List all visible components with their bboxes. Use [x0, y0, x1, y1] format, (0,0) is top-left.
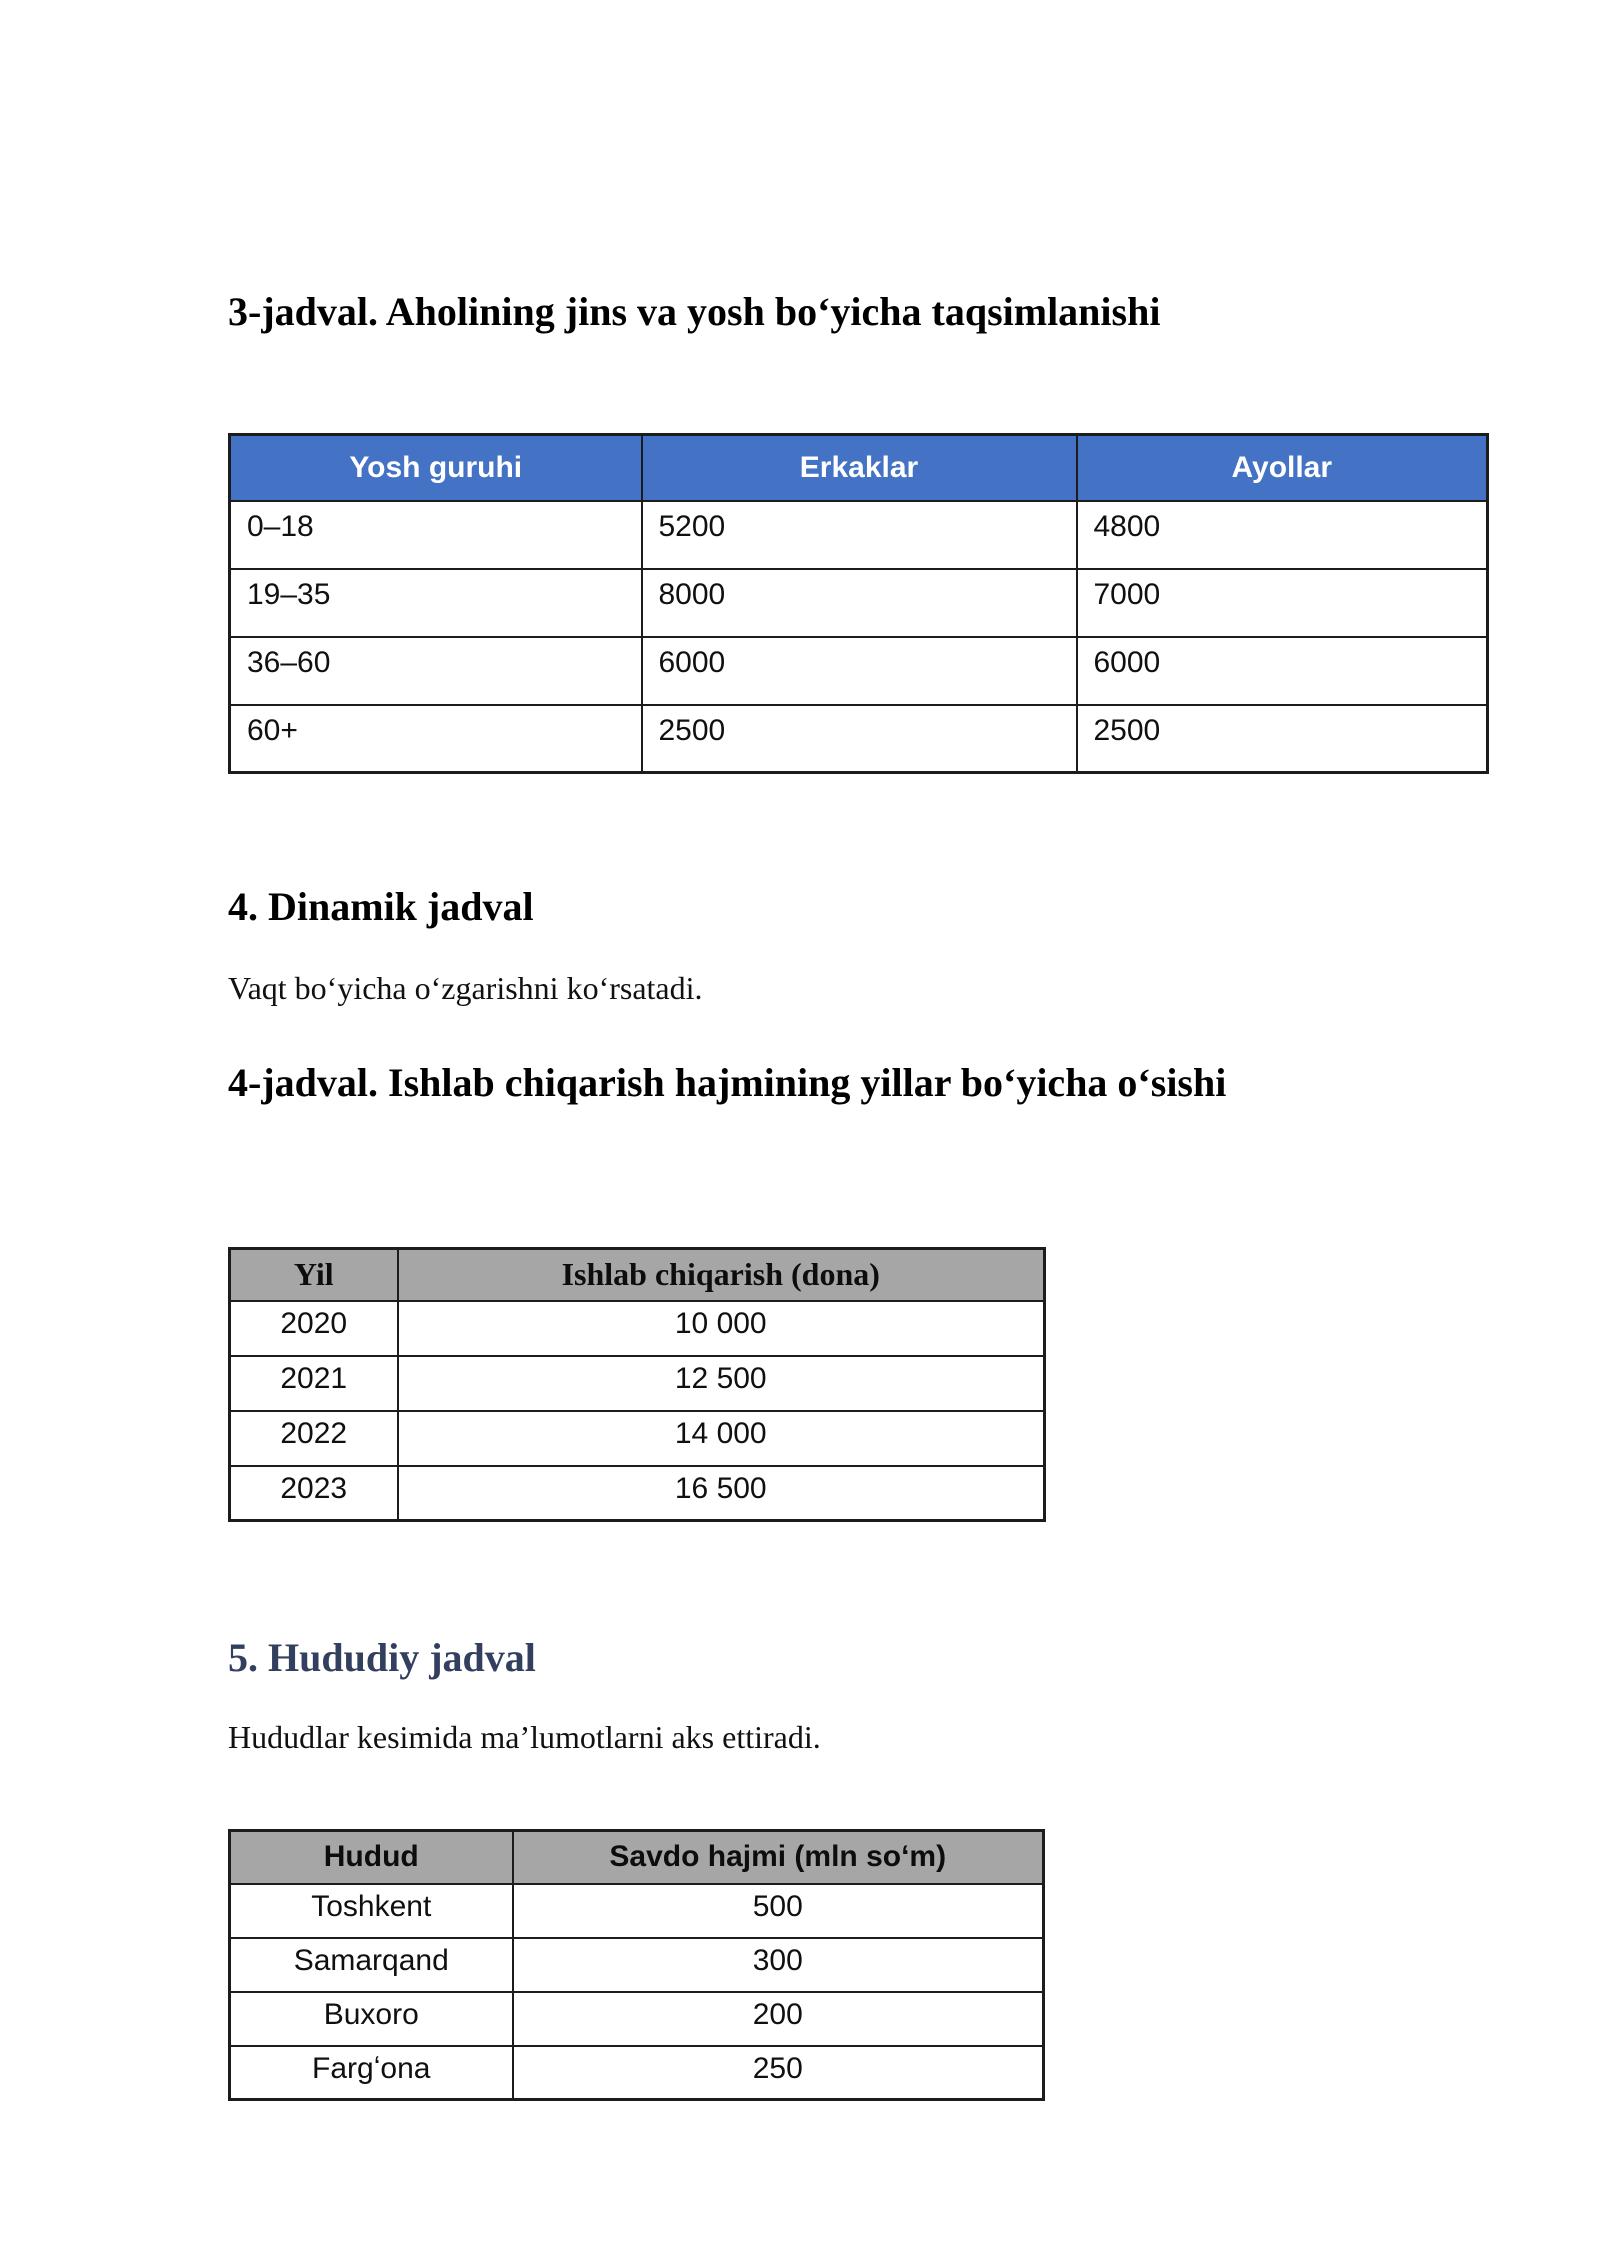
- table-cell: 60+: [230, 705, 642, 773]
- table-cell: 5200: [642, 501, 1077, 569]
- table-row: [230, 1411, 1045, 1466]
- table-cell: Toshkent: [230, 1884, 513, 1938]
- table-header-row: [230, 435, 1488, 501]
- table-cell: 36–60: [230, 637, 642, 705]
- table-cell: 7000: [1077, 569, 1488, 637]
- table-cell: 2022: [230, 1411, 398, 1466]
- table-cell: 16 500: [398, 1466, 1045, 1521]
- age-distribution-table: [228, 433, 1489, 774]
- table-row: [230, 1466, 1045, 1521]
- table-cell: 4800: [1077, 501, 1488, 569]
- table-cell: 12 500: [398, 1356, 1045, 1411]
- table-row: [230, 1301, 1045, 1356]
- column-header: Erkaklar: [642, 435, 1077, 501]
- table3-caption-heading: 3-jadval. Aholining jins va yosh boʻyicha taqsimlanishi: [228, 289, 1161, 334]
- column-header: Ishlab chiqarish (dona): [398, 1249, 1045, 1301]
- table-row: [230, 569, 1488, 637]
- table-cell: 8000: [642, 569, 1077, 637]
- table-row: [230, 637, 1488, 705]
- column-header: Yil: [230, 1249, 398, 1301]
- table-cell: 2021: [230, 1356, 398, 1411]
- section5-heading: 5. Hududiy jadval: [228, 1635, 536, 1680]
- table-cell: Samarqand: [230, 1938, 513, 1992]
- table-cell: 200: [513, 1992, 1044, 2046]
- table-cell: 14 000: [398, 1411, 1045, 1466]
- column-header: Ayollar: [1077, 435, 1488, 501]
- table-row: [230, 501, 1488, 569]
- column-header: Hudud: [230, 1831, 513, 1884]
- table-row: [230, 1356, 1045, 1411]
- table-cell: 500: [513, 1884, 1044, 1938]
- document-content: [228, 288, 1486, 2101]
- production-by-year-table: [228, 1247, 1046, 1522]
- table-row: [230, 1992, 1044, 2046]
- table-cell: 300: [513, 1938, 1044, 1992]
- table-cell: 10 000: [398, 1301, 1045, 1356]
- table-header-row: [230, 1249, 1045, 1301]
- table-cell: 250: [513, 2046, 1044, 2100]
- regional-trade-table: [228, 1829, 1045, 2101]
- section5-description: Hududlar kesimida ma’lumotlarni aks ettiradi.: [228, 1719, 821, 1755]
- column-header: Savdo hajmi (mln soʻm): [513, 1831, 1044, 1884]
- table-row: [230, 705, 1488, 773]
- table-cell: Fargʻona: [230, 2046, 513, 2100]
- table-cell: 0–18: [230, 501, 642, 569]
- table-cell: 6000: [642, 637, 1077, 705]
- table-cell: 2500: [642, 705, 1077, 773]
- table4-caption-heading: 4-jadval. Ishlab chiqarish hajmining yillar boʻyicha oʻsishi: [228, 1060, 1227, 1105]
- column-header: Yosh guruhi: [230, 435, 642, 501]
- table-cell: 2020: [230, 1301, 398, 1356]
- section4-heading: 4. Dinamik jadval: [228, 884, 534, 929]
- section4-description: Vaqt boʻyicha oʻzgarishni koʻrsatadi.: [228, 970, 703, 1006]
- table-cell: Buxoro: [230, 1992, 513, 2046]
- table-row: [230, 2046, 1044, 2100]
- table-cell: 19–35: [230, 569, 642, 637]
- table-cell: 2500: [1077, 705, 1488, 773]
- table-cell: 2023: [230, 1466, 398, 1521]
- table-header-row: [230, 1831, 1044, 1884]
- table-row: [230, 1938, 1044, 1992]
- table-row: [230, 1884, 1044, 1938]
- table-cell: 6000: [1077, 637, 1488, 705]
